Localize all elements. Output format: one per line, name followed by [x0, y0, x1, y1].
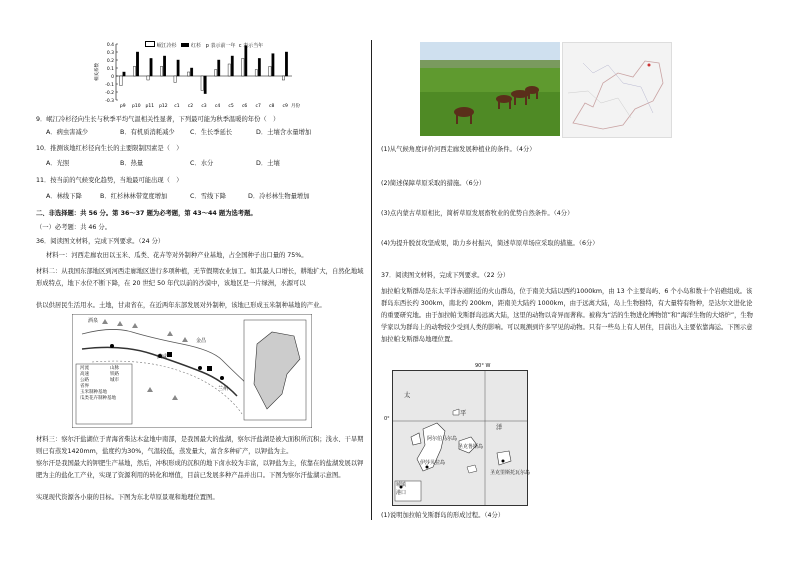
bar-hongshan-p12 [163, 56, 165, 76]
map-label-zhangye: 酒泉 [88, 318, 99, 324]
q36-material-2-tail: 供以供居民生活用水。土地，甘肃省在，在近两年东部发展对外制种，该地已形成玉米制种基地的产业。 [36, 302, 326, 309]
grassland-photo-svg [420, 42, 560, 136]
bar-hongshan-p10 [136, 52, 138, 76]
legend-p: p 表示前一年 [205, 43, 236, 49]
bar-minjiang-p11 [147, 76, 149, 80]
bar-minjiang-c3 [201, 76, 203, 90]
x-tick-label: c7 [255, 104, 261, 109]
q10-opt-a: A．光照 [46, 160, 70, 167]
bar-chart [92, 40, 302, 112]
bar-hongshan-c6 [245, 46, 247, 76]
x-tick-label: p11 [145, 104, 155, 109]
hexi-map-legend [80, 366, 134, 402]
q36-material-1: 材料一：河西走廊农田以玉米、瓜类、花卉等对外制种产业基地，占全国种子出口量的 75%。 [46, 252, 308, 259]
ocean-label-ping: 平 [460, 410, 467, 417]
chart-legend [145, 41, 263, 49]
ocean-label-tai: 太 [404, 392, 411, 399]
section-two-sub: （一）必考题：共 46 分。 [36, 224, 111, 231]
y-tick-label: 0.4 [106, 42, 114, 48]
x-tick-label: c8 [269, 104, 275, 109]
island-label-albemarle: 阿尔伯马尔岛 [427, 436, 458, 442]
section-two-heading: 二、非选择题：共 56 分。第 36～37 题为必考题，第 43～44 题为选考题。 [36, 210, 257, 217]
q11-opt-b: B．红杉林林带宽度增加 [100, 193, 168, 200]
x-tick-label: c5 [228, 104, 234, 109]
bar-minjiang-c6 [242, 58, 244, 76]
galapagos-map [392, 370, 531, 506]
x-tick-label: p9 [119, 104, 126, 109]
bar-hongshan-c7 [258, 58, 260, 76]
island-label-isabela: 伊莎贝拉岛 [420, 460, 446, 466]
legend-city: 城市 [110, 378, 119, 383]
bar-minjiang-c8 [269, 66, 271, 76]
rq37-1: (1)说明加拉帕戈斯群岛的形成过程。（4分） [381, 512, 505, 519]
bar-minjiang-c4 [215, 70, 217, 76]
q9-opt-b: B．有机质消耗减少 [120, 129, 175, 136]
legend-hongshan: 红杉 [190, 43, 201, 49]
hexi-map-legend-2 [110, 366, 119, 384]
location-map-svg [563, 43, 671, 137]
legend-c: c 表示当年 [238, 43, 264, 49]
bar-minjiang-p9 [120, 76, 122, 86]
q36-material-3b: 察尔汗是我国最大的钾肥生产基地，然后，冲积形成的沉积的地下卤水较为丰富，以钾盐为主，依靠在的盐湖发展以钾肥为主的盐化工产业，实现了资源利用的转化和增值，目前已发展多种产品并出口。下图为察尔汗盐湖示意图。 [36, 460, 364, 479]
q11-opt-a: A．林线下降 [46, 193, 82, 200]
q37-stem: 37．阅读图文材料，完成下列要求。（22 分） [381, 272, 510, 279]
y-tick-label: 0.2 [106, 58, 114, 64]
x-tick-label: c3 [201, 104, 207, 109]
bar-hongshan-p9 [123, 72, 125, 76]
galapagos-legend-port: 港口 [396, 490, 407, 496]
x-tick-label: c2 [187, 104, 194, 109]
map-label-jinchang: 金昌 [196, 338, 207, 344]
q36-stem: 36．阅读图文材料，完成下列要求。（24 分） [36, 238, 165, 245]
q36-material-3-tail: 实现现代资源各小康的目标。下图为东北草原景观和地理位置图。 [36, 494, 219, 501]
legend-melon-base: 瓜类花卉制种基地 [80, 396, 116, 401]
q9-opt-a: A．病虫害减少 [46, 129, 89, 136]
q11-opt-c: C．雪线下降 [190, 193, 226, 200]
q10-opt-b: B．热量 [120, 160, 144, 167]
column-divider [371, 40, 372, 520]
bar-hongshan-p11 [150, 58, 152, 76]
legend-river: 河流 [80, 366, 89, 371]
map-label-wuwei: 武威 [157, 354, 168, 360]
x-tick-label: c1 [174, 104, 180, 109]
rq1: (1)从气候角度评价河西走廊发展种植业的条件。（4分） [381, 146, 536, 153]
y-tick-label: -0.3 [105, 98, 114, 104]
y-tick-label: -0.1 [105, 82, 114, 88]
legend-railway: 铁路 [110, 372, 119, 377]
q9-opt-d: D．土壤含水量增加 [256, 129, 312, 136]
x-tick-label: p10 [132, 104, 141, 109]
bar-minjiang-p10 [133, 66, 135, 76]
bar-minjiang-c1 [174, 76, 176, 82]
galapagos-equator-label: 0° [384, 416, 390, 422]
rq2: (2)简述保障草原采取的措施。（6分） [381, 180, 486, 187]
bar-hongshan-c9 [285, 52, 287, 76]
y-axis-label: 相关系数 [95, 63, 100, 81]
y-tick-label: 0 [111, 74, 114, 80]
bar-hongshan-c5 [231, 56, 233, 76]
bar-hongshan-c4 [218, 60, 220, 76]
bar-minjiang-c5 [228, 64, 230, 76]
q11-opt-d: D．冷杉林生物量增加 [248, 193, 310, 200]
q10-opt-c: C．水分 [190, 160, 214, 167]
q11-stem: 11．按当前的气候变化趋势，当地最可能出现（ ） [36, 177, 183, 184]
galapagos-longitude-label: 90° W [475, 363, 491, 369]
ocean-label-yang: 洋 [496, 424, 503, 431]
bar-minjiang-p12 [160, 66, 162, 76]
q36-material-2: 材料二：从我国东部地区到河西走廊地区进行多项种植，无节假期农业加工。如其最人口增长，耕地扩大，自然化地域形成特点，地下水位不断下降，在 20 世纪 50 年代以前的沙漠中，该地区是一片绿洲，水源可以 [36, 268, 364, 287]
galapagos-legend-town: 城镇 [396, 482, 407, 488]
y-tick-label: 0.1 [106, 66, 114, 72]
bar-hongshan-c8 [272, 54, 274, 76]
q37-passage: 加拉帕戈斯群岛是东太平洋赤道附近的火山群岛，位于南美大陆以西约1000km，由 13 个主要岛屿、6 个小岛和数十个岩礁组成。该群岛东西长约 300km，南北约 200km，距南美大陆约 1000km，由于远离大陆，岛上生物独特，有大量特有物种，是达尔文进化论的重要研究地。由于加拉帕戈斯群岛远离大陆，这里的动物以奇异而著称。被称为“活的生物进化博物馆”和“海洋生物的大熔炉”，生物学家以为群岛上的动物较少受到人类的影响。可以观测到许多罕见的动物。只有一些岛上有人居住，目前出入主要依靠海运。下图示意加拉帕戈斯群岛地理位置。 [381, 288, 753, 343]
y-tick-label: 0.3 [106, 50, 114, 56]
legend-border: 省界 [80, 384, 89, 389]
x-tick-label: c4 [214, 104, 221, 109]
bar-hongshan-c2 [190, 68, 192, 76]
x-tick-label: c9 [282, 104, 288, 109]
legend-swatch-minjiang [145, 41, 155, 47]
map-label-lanzhou: 兰州 [218, 386, 229, 392]
legend-mountain: 山脉 [110, 366, 119, 371]
bar-minjiang-c9 [282, 76, 284, 80]
q10-stem: 10．推测该地红杉径向生长的主要限制因素是（ ） [36, 145, 183, 152]
legend-swatch-hongshan [181, 43, 189, 47]
x-tick-label: c6 [241, 104, 248, 109]
island-label-santa-cruz: 圣克鲁斯岛 [458, 444, 484, 450]
y-tick-label: -0.2 [105, 90, 114, 96]
rq4: (4)为提升脱贫攻坚成果，助力乡村振兴，简述草原草场应采取的措施。（6分） [381, 240, 599, 247]
q9-opt-c: C．生长季延长 [190, 129, 233, 136]
x-tick-label: p12 [159, 104, 168, 109]
legend-road: 公路 [80, 378, 89, 383]
q9-stem: 9．岷江冷杉径向生长与秋季平均气温相关性显著，下列最可能为秋季温暖的年份（ ） [36, 116, 280, 123]
q10-opt-d: D．土壤 [256, 160, 280, 167]
bar-minjiang-c7 [255, 70, 257, 76]
bar-hongshan-c1 [177, 60, 179, 76]
x-axis-label: 月份 [291, 104, 300, 109]
location-map [562, 42, 672, 138]
grassland-photo [420, 42, 560, 136]
legend-corn-base: 玉米制种基地 [80, 390, 107, 395]
chart-svg [92, 40, 302, 112]
galapagos-map-svg [393, 371, 527, 505]
island-label-san-cristobal: 圣克里斯托瓦尔岛 [490, 470, 531, 476]
rq3: (3)点内蒙古草原相比，简析草原发展畜牧业的优势自然条件。（4分） [381, 210, 574, 217]
legend-highway: 高速 [80, 372, 89, 377]
bar-minjiang-c2 [187, 72, 189, 76]
legend-minjiang: 岷江冷杉 [156, 43, 177, 49]
q36-material-3: 材料三：察尔汗盐湖位于青海省柴达木盆地中南部，是我国最大的盐湖，察尔汗盐湖是被大面积所沉积；浅水、干旱期则已有蒸发1420mm，盐度约为30%，气温较低，蒸发量大，富含多种矿产，以钾盐为主。 [36, 436, 364, 455]
bar-hongshan-c3 [204, 76, 206, 94]
